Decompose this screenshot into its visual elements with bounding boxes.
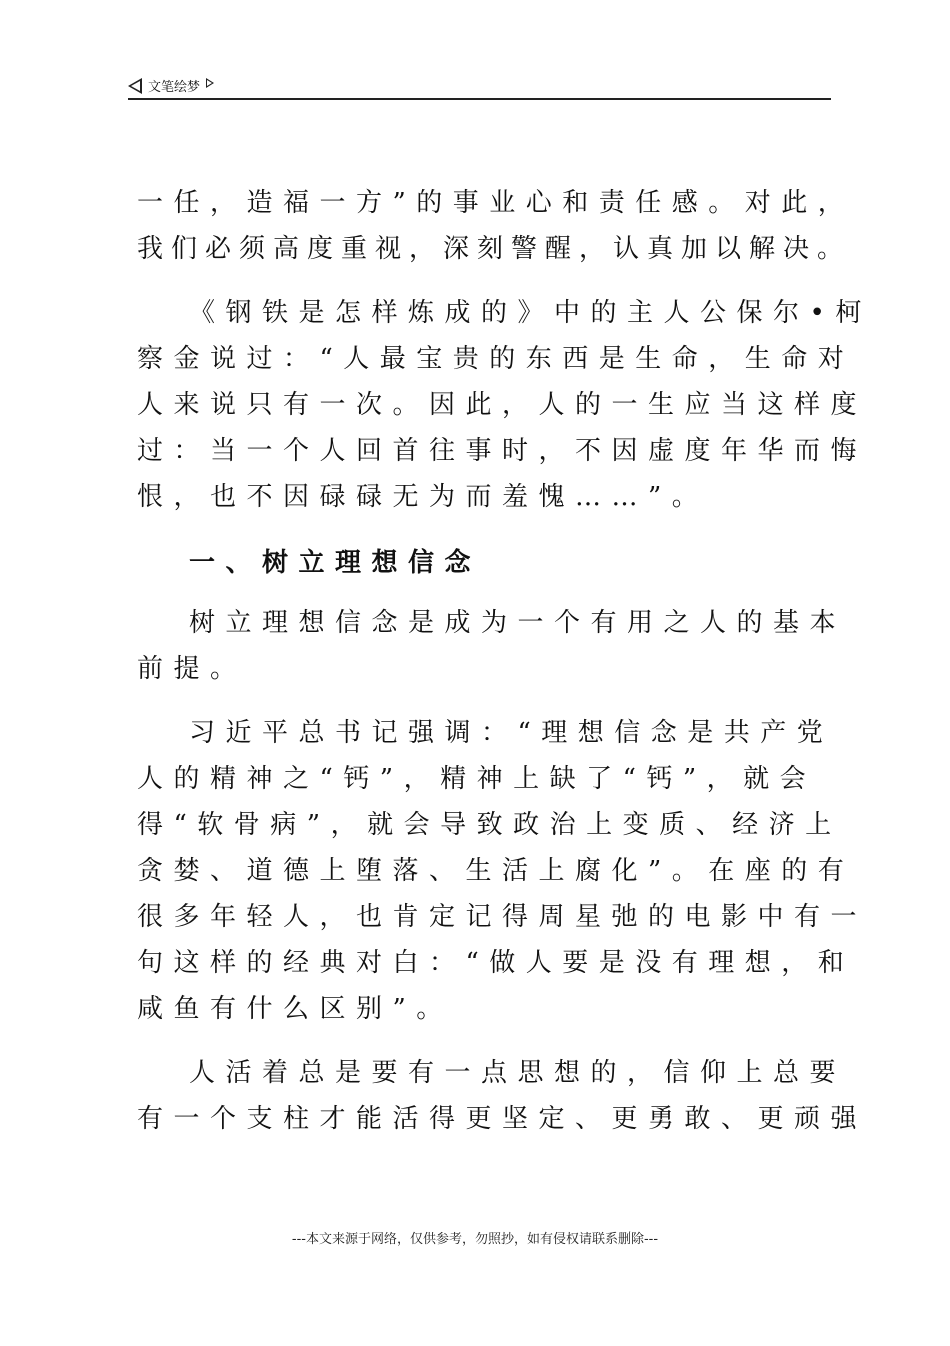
text-line: 有一个支柱才能活得更坚定、更勇敢、更顽强: [137, 1104, 868, 1134]
paragraph-1: [137, 180, 855, 272]
text-line: 我们必须高度重视，深刻警醒，认真加以解决。: [137, 234, 852, 264]
page-footer: ---本文来源于网络，仅供参考，勿照抄，如有侵权请联系删除---: [291, 1232, 659, 1247]
text-line: 句这样的经典对白：“做人要是没有理想，和: [137, 948, 855, 978]
section-heading: [137, 540, 817, 586]
text-line: 人的精神之“钙”，精神上缺了“钙”，就会: [137, 764, 817, 794]
paragraph-5: [137, 1050, 868, 1142]
brand-text: 文笔绘梦: [148, 80, 201, 95]
page-header: [128, 70, 831, 100]
heading-1: 一、树立理想信念: [189, 548, 482, 578]
paragraph-4: [137, 710, 868, 1032]
text-line: 贪婪、道德上堕落、生活上腐化”。在座的有: [137, 856, 855, 886]
paragraph-2: [137, 290, 872, 520]
text-line: 过：当一个人回首往事时，不因虚度年华而悔: [137, 436, 868, 466]
triangle-left-icon: [128, 78, 142, 94]
text-line: 一任，造福一方”的事业心和责任感。对此，: [137, 188, 855, 218]
text-line: 习近平总书记强调：“理想信念是共产党: [189, 718, 834, 748]
text-line: 得“软骨病”，就会导致政治上变质、经济上: [137, 810, 842, 840]
text-line: 前提。: [137, 654, 247, 684]
text-line: 《钢铁是怎样炼成的》中的主人公保尔•柯: [189, 298, 872, 328]
text-line: 人活着总是要有一点思想的，信仰上总要: [189, 1058, 847, 1088]
paragraph-3: [137, 600, 847, 692]
text-line: 咸鱼有什么区别”。: [137, 994, 453, 1024]
text-line: 察金说过：“人最宝贵的东西是生命，生命对: [137, 344, 855, 374]
text-line: 很多年轻人，也肯定记得周星弛的电影中有一: [137, 902, 868, 932]
text-line: 恨，也不因碌碌无为而羞愧……”。: [137, 482, 709, 512]
text-line: 人来说只有一次。因此，人的一生应当这样度: [137, 390, 868, 420]
text-line: 树立理想信念是成为一个有用之人的基本: [189, 608, 847, 638]
header-brand: [128, 76, 214, 95]
triangle-right-icon: [206, 78, 214, 88]
